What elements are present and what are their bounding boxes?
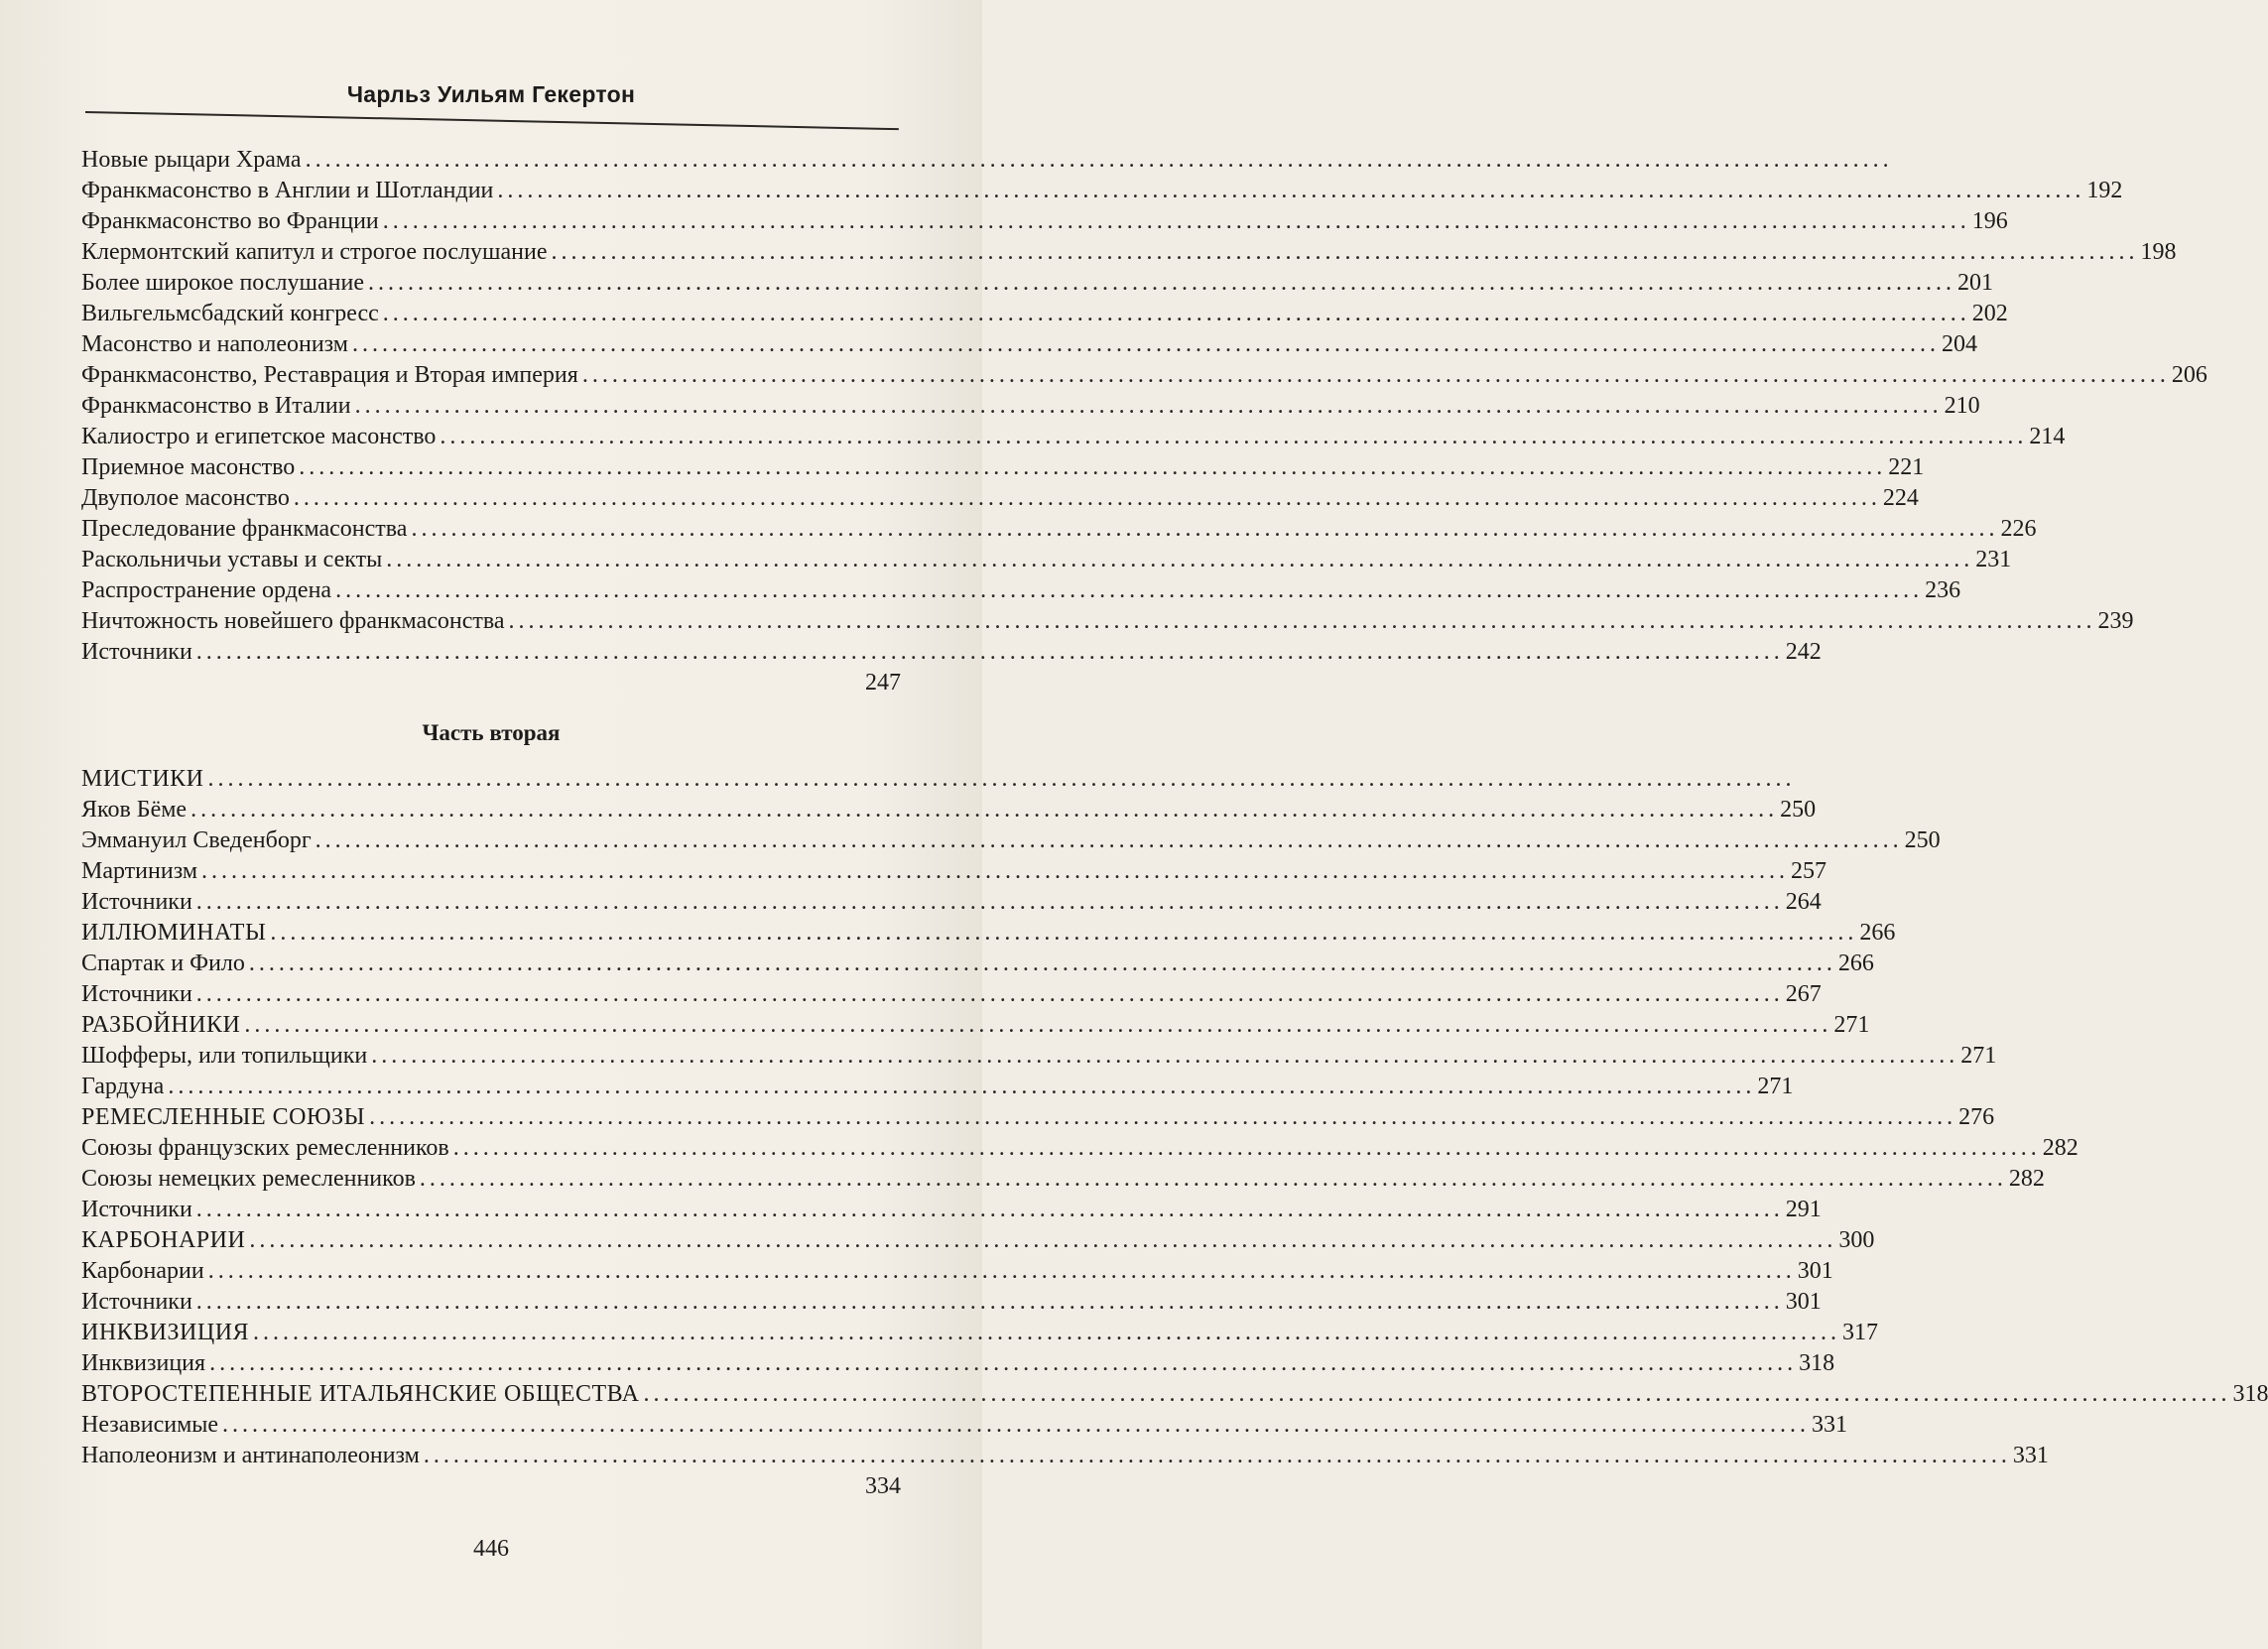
toc-page-number: 210 <box>1944 393 1980 419</box>
toc-entry <box>81 514 2037 545</box>
toc-entry <box>81 422 2066 452</box>
toc-dot-leader: ................................................................................................................................................................ <box>253 1320 1841 1345</box>
toc-page-number: 271 <box>1960 1043 1997 1069</box>
toc-section-heading <box>81 1010 1870 1041</box>
toc-entry <box>81 1072 1794 1102</box>
toc-section-heading <box>81 1379 2268 1410</box>
toc-section-heading <box>81 918 1896 949</box>
toc-dot-leader: ................................................................................................................................................................ <box>315 827 1903 853</box>
toc-entry <box>81 206 2008 237</box>
toc-entry-title: Источники <box>81 1289 192 1315</box>
toc-page-number: 231 <box>1975 547 2012 572</box>
toc-dot-leader: ................................................................................................................................................................ <box>508 608 2096 634</box>
toc-entry <box>81 1164 2045 1195</box>
toc-dot-leader: ................................................................................................................................................................ <box>195 889 1784 915</box>
toc-page-number: 266 <box>1859 920 1896 946</box>
toc-dot-leader: ................................................................................................................................................................ <box>354 393 1943 419</box>
toc-entry-title: Союзы немецких ремесленников <box>81 1166 416 1192</box>
toc-page-number: 221 <box>1888 454 1925 480</box>
toc-page-number: 206 <box>2171 362 2207 388</box>
toc-dot-leader: ................................................................................................................................................................ <box>419 1166 2007 1192</box>
toc-page-number: 204 <box>1942 331 1977 357</box>
toc-entry-title: Франкмасонство в Италии <box>81 393 351 419</box>
header-rule <box>85 111 899 130</box>
toc-entry <box>81 237 2177 268</box>
toc-dot-leader: ................................................................................................................................................................ <box>423 1443 2011 1468</box>
toc-dot-leader: ................................................................................................................................................................ <box>293 485 1881 511</box>
toc-page-number: 331 <box>2012 1443 2049 1468</box>
toc-dot-leader: ................................................................................................................................................................ <box>168 1074 1756 1099</box>
toc-entry <box>81 979 1822 1010</box>
toc-page-number: 250 <box>1780 797 1817 823</box>
toc-entry-title: Двуполое масонство <box>81 485 290 511</box>
toc-entry-title: МИСТИКИ <box>81 766 204 792</box>
toc-entry <box>81 1133 2079 1164</box>
toc-entry-title: Преследование франкмасонства <box>81 516 408 542</box>
toc-section-heading <box>81 1102 1995 1133</box>
toc-trailing-page <box>81 1471 901 1502</box>
toc-entry-title: ИЛЛЮМИНАТЫ <box>81 920 267 946</box>
toc-entry-title: Вильгельмсбадский конгресс <box>81 301 379 326</box>
toc-dot-leader: ................................................................................................................................................................ <box>190 797 1779 823</box>
toc-page-number: 242 <box>1785 639 1822 665</box>
toc-entry <box>81 795 1817 825</box>
toc-page-number: 192 <box>2086 178 2123 203</box>
toc-dot-leader: ................................................................................................................................................................ <box>209 1350 1798 1376</box>
toc-entry <box>81 1348 1835 1379</box>
page-number: 446 <box>473 1536 509 1562</box>
toc-entry-title: Источники <box>81 1197 192 1222</box>
toc-entry-title: Мартинизм <box>81 858 198 884</box>
toc-dot-leader: ................................................................................................................................................................ <box>452 1135 2041 1161</box>
toc-dot-leader: ................................................................................................................................................................ <box>248 951 1836 976</box>
toc-section-heading <box>81 1318 1879 1348</box>
toc-entry-title: РАЗБОЙНИКИ <box>81 1012 241 1038</box>
toc-page-number: 202 <box>1971 301 2008 326</box>
toc-dot-leader: ................................................................................................................................................................ <box>270 920 1858 946</box>
toc-dot-leader: ................................................................................................................................................................ <box>195 1197 1784 1222</box>
toc-page-number: 226 <box>2000 516 2037 542</box>
toc-entry-title: Приемное масонство <box>81 454 296 480</box>
toc-dot-leader: ................................................................................................................................................................ <box>195 1289 1784 1315</box>
toc-entry <box>81 1195 1822 1225</box>
toc-page-number: 317 <box>1842 1320 1879 1345</box>
toc-page-number: 276 <box>1958 1104 1995 1130</box>
toc-entry-title: Клермонтский капитул и строгое послушание <box>81 239 548 265</box>
toc-entry-title: Франкмасонство во Франции <box>81 208 379 234</box>
toc-entry-title: ИНКВИЗИЦИЯ <box>81 1320 250 1345</box>
toc-entry-title: ВТОРОСТЕПЕННЫЕ ИТАЛЬЯНСКИЕ ОБЩЕСТВА <box>81 1381 640 1407</box>
toc-entry <box>81 145 1893 176</box>
toc-page-number: 201 <box>1957 270 1993 296</box>
toc-entry <box>81 299 2008 329</box>
toc-entry <box>81 949 1874 979</box>
toc-page-number: 318 <box>2232 1381 2268 1407</box>
toc-dot-leader: ................................................................................................................................................................ <box>195 981 1784 1007</box>
toc-entry <box>81 1441 2049 1471</box>
toc-page-number: 257 <box>1791 858 1827 884</box>
toc-entry <box>81 575 1961 606</box>
toc-section-heading <box>81 1225 1875 1256</box>
toc-page-number: 266 <box>1837 951 1874 976</box>
toc-entry-title: Раскольничьи уставы и секты <box>81 547 383 572</box>
toc-entry <box>81 606 2134 637</box>
toc-dot-leader: ................................................................................................................................................................ <box>305 147 1893 173</box>
toc-page-number: 301 <box>1785 1289 1822 1315</box>
toc-page-number: 282 <box>2008 1166 2045 1192</box>
toc-entry <box>81 825 1941 856</box>
toc-entry-title: Источники <box>81 639 192 665</box>
toc-entry <box>81 360 2207 391</box>
toc-part-two <box>81 764 2268 1471</box>
toc-trailing-page <box>81 668 901 698</box>
toc-dot-leader: ................................................................................................................................................................ <box>207 766 1796 792</box>
toc-dot-leader: ................................................................................................................................................................ <box>222 1412 1811 1438</box>
toc-dot-leader: ................................................................................................................................................................ <box>352 331 1940 357</box>
toc-entry <box>81 1256 1833 1287</box>
toc-dot-leader: ................................................................................................................................................................ <box>497 178 2085 203</box>
toc-dot-leader: ................................................................................................................................................................ <box>195 639 1784 665</box>
toc-entry <box>81 329 1977 360</box>
toc-entry <box>81 545 2012 575</box>
toc-page-number: 250 <box>1904 827 1941 853</box>
toc-entry-title: Франкмасонство, Реставрация и Вторая империя <box>81 362 578 388</box>
toc-page-number: 271 <box>1757 1074 1794 1099</box>
toc-entry-title: Источники <box>81 889 192 915</box>
toc-dot-leader: ................................................................................................................................................................ <box>201 858 1790 884</box>
toc-dot-leader: ................................................................................................................................................................ <box>411 516 1999 542</box>
toc-entry-title: Спартак и Фило <box>81 951 245 976</box>
toc-page-number: 196 <box>1971 208 2008 234</box>
toc-dot-leader: ................................................................................................................................................................ <box>440 424 2028 449</box>
toc-entry <box>81 637 1822 668</box>
toc-entry-title: Распространение ордена <box>81 577 332 603</box>
toc-entry <box>81 176 2123 206</box>
toc-entry-title: Источники <box>81 981 192 1007</box>
toc-dot-leader: ................................................................................................................................................................ <box>581 362 2170 388</box>
toc-entry-title: Калиостро и египетское масонство <box>81 424 437 449</box>
toc-dot-leader: ................................................................................................................................................................ <box>335 577 1924 603</box>
toc-page-number: 301 <box>1797 1258 1833 1284</box>
toc-page-number: 271 <box>1833 1012 1870 1038</box>
toc-entry <box>81 483 1919 514</box>
toc-entry-title: Новые рыцари Храма <box>81 147 302 173</box>
toc-page-number: 300 <box>1838 1227 1875 1253</box>
toc-dot-leader: ................................................................................................................................................................ <box>386 547 1974 572</box>
toc-entry-title: Франкмасонство в Англии и Шотландии <box>81 178 494 203</box>
toc-page-number: 247 <box>865 670 901 696</box>
part-two-title: Часть вторая <box>422 720 561 745</box>
toc-page-number: 291 <box>1785 1197 1822 1222</box>
toc-entry <box>81 1410 1848 1441</box>
toc-dot-leader: ................................................................................................................................................................ <box>382 301 1970 326</box>
toc-entry-title: Более широкое послушание <box>81 270 364 296</box>
toc-dot-leader: ................................................................................................................................................................ <box>643 1381 2231 1407</box>
toc-dot-leader: ................................................................................................................................................................ <box>551 239 2139 265</box>
toc-entry <box>81 856 1827 887</box>
toc-entry-title: Наполеонизм и антинаполеонизм <box>81 1443 420 1468</box>
toc-entry <box>81 887 1822 918</box>
toc-entry-title: РЕМЕСЛЕННЫЕ СОЮЗЫ <box>81 1104 366 1130</box>
toc-entry <box>81 268 1993 299</box>
running-header: Чарльз Уильям Гекертон <box>346 81 636 107</box>
toc-entry <box>81 452 1925 483</box>
toc-page-number: 264 <box>1785 889 1822 915</box>
toc-entry <box>81 1287 1822 1318</box>
toc-dot-leader: ................................................................................................................................................................ <box>249 1227 1837 1253</box>
toc-entry-title: Гардуна <box>81 1074 165 1099</box>
table-of-contents <box>81 145 2268 1502</box>
toc-part-one <box>81 145 2207 668</box>
toc-entry-title: Эммануил Сведенборг <box>81 827 312 853</box>
toc-entry <box>81 1041 1997 1072</box>
toc-entry-title: Карбонарии <box>81 1258 204 1284</box>
toc-entry-title: Шофферы, или топильщики <box>81 1043 368 1069</box>
toc-page-number: 334 <box>865 1473 901 1499</box>
toc-entry-title: Ничтожность новейшего франкмасонства <box>81 608 505 634</box>
toc-dot-leader: ................................................................................................................................................................ <box>382 208 1970 234</box>
toc-entry-title: КАРБОНАРИИ <box>81 1227 246 1253</box>
toc-dot-leader: ................................................................................................................................................................ <box>244 1012 1832 1038</box>
toc-dot-leader: ................................................................................................................................................................ <box>207 1258 1796 1284</box>
toc-page-number: 224 <box>1882 485 1919 511</box>
toc-section-heading <box>81 764 1796 795</box>
toc-entry-title: Союзы французских ремесленников <box>81 1135 449 1161</box>
toc-entry-title: Масонство и наполеонизм <box>81 331 348 357</box>
toc-entry-title: Яков Бёме <box>81 797 188 823</box>
toc-page-number: 318 <box>1799 1350 1835 1376</box>
toc-page-number: 282 <box>2042 1135 2079 1161</box>
toc-dot-leader: ................................................................................................................................................................ <box>299 454 1887 480</box>
toc-dot-leader: ................................................................................................................................................................ <box>369 1104 1957 1130</box>
toc-entry-title: Инквизиция <box>81 1350 206 1376</box>
toc-page-number: 214 <box>2029 424 2066 449</box>
toc-page-number: 236 <box>1925 577 1961 603</box>
toc-page-number: 239 <box>2097 608 2134 634</box>
toc-dot-leader: ................................................................................................................................................................ <box>371 1043 1959 1069</box>
toc-entry-title: Независимые <box>81 1412 219 1438</box>
toc-entry <box>81 391 1980 422</box>
toc-page-number: 331 <box>1812 1412 1848 1438</box>
toc-page-number: 198 <box>2140 239 2177 265</box>
toc-dot-leader: ................................................................................................................................................................ <box>368 270 1955 296</box>
toc-page-number: 267 <box>1785 981 1822 1007</box>
